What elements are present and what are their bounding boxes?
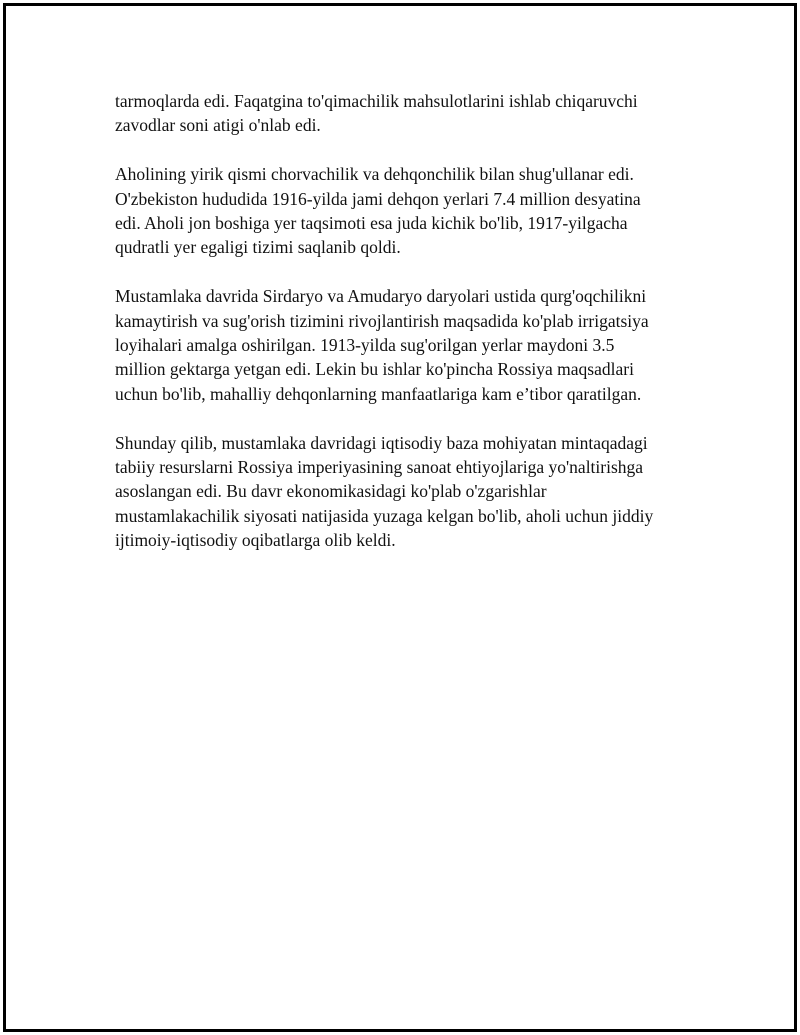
document-body (115, 89, 695, 577)
paragraph-3 (115, 284, 695, 406)
paragraph-line: Shunday qilib, mustamlaka davridagi iqtisodiy baza mohiyatan mintaqadagi (115, 432, 648, 453)
paragraph-line: qudratli yer egaligi tizimi saqlanib qoldi. (115, 237, 401, 258)
paragraph-line: uchun bo'lib, mahalliy dehqonlarning manfaatlariga kam e’tibor qaratilgan. (115, 383, 642, 404)
paragraph-line: zavodlar soni atigi o'nlab edi. (115, 115, 321, 136)
paragraph-line: kamaytirish va sug'orish tizimini rivojlantirish maqsadida ko'plab irrigatsiya (115, 310, 649, 331)
paragraph-4 (115, 431, 695, 553)
paragraph-line: loyihalari amalga oshirilgan. 1913-yilda sug'orilgan yerlar maydoni 3.5 (115, 335, 615, 356)
paragraph-line: tabiiy resurslarni Rossiya imperiyasining sanoat ehtiyojlariga yo'naltirishga (115, 457, 644, 478)
paragraph-2 (115, 162, 695, 260)
paragraph-1 (115, 89, 695, 138)
paragraph-line: mustamlakachilik siyosati natijasida yuzaga kelgan bo'lib, aholi uchun jiddiy (115, 505, 654, 526)
paragraph-line: O'zbekiston hududida 1916-yilda jami dehqon yerlari 7.4 million desyatina (115, 188, 641, 209)
paragraph-line: million gektarga yetgan edi. Lekin bu ishlar ko'pincha Rossiya maqsadlari (115, 359, 634, 380)
paragraph-line: ijtimoiy-iqtisodiy oqibatlarga olib keldi. (115, 530, 396, 551)
paragraph-line: edi. Aholi jon boshiga yer taqsimoti esa juda kichik bo'lib, 1917-yilgacha (115, 213, 628, 234)
paragraph-line: Aholining yirik qismi chorvachilik va dehqonchilik bilan shug'ullanar edi. (115, 164, 634, 185)
paragraph-line: Mustamlaka davrida Sirdaryo va Amudaryo daryolari ustida qurg'oqchilikni (115, 286, 647, 307)
paragraph-line: asoslangan edi. Bu davr ekonomikasidagi ko'plab o'zgarishlar (115, 481, 547, 502)
paragraph-line: tarmoqlarda edi. Faqatgina to'qimachilik mahsulotlarini ishlab chiqaruvchi (115, 91, 638, 111)
